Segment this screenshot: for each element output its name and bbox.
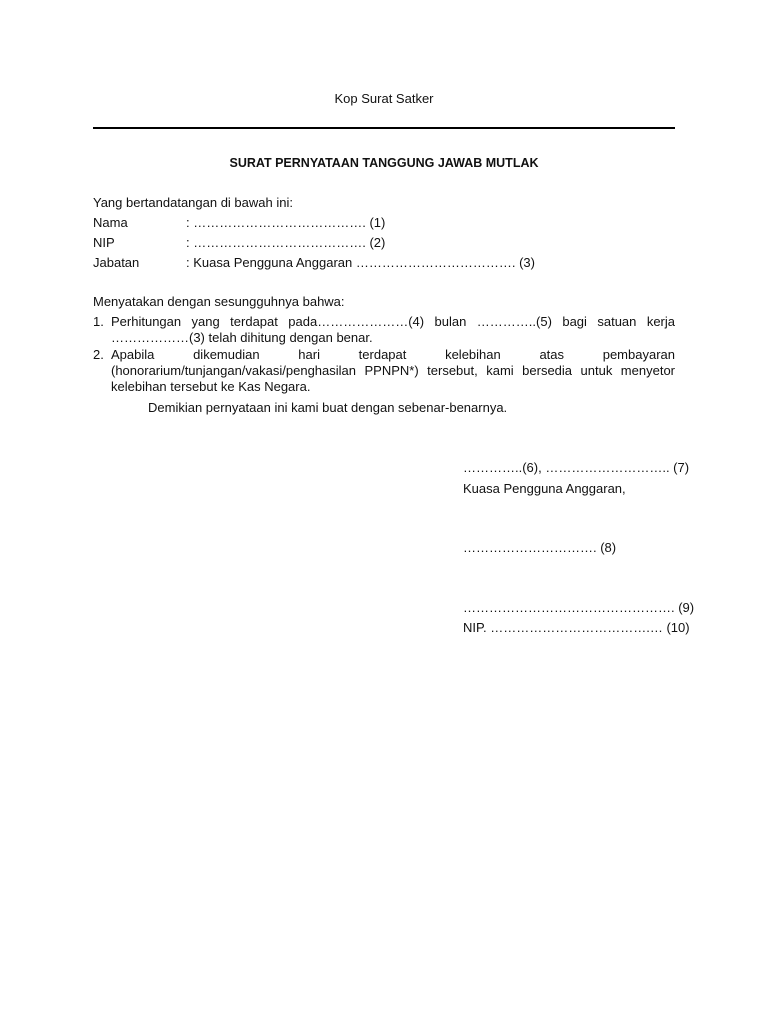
list-item — [93, 347, 675, 395]
field-label-jabatan: Jabatan — [93, 255, 140, 270]
list-item-number: 2. — [93, 347, 104, 362]
field-value-nip: : …………………………………. (2) — [186, 235, 386, 250]
statement-list — [93, 314, 675, 396]
field-label-nip: NIP — [93, 235, 115, 250]
intro-text: Yang bertandatangan di bawah ini: — [93, 195, 293, 210]
field-label-nama: Nama — [93, 215, 128, 230]
signature-place-date: …………..(6), ……………………….. (7) — [463, 460, 690, 475]
statement-intro: Menyatakan dengan sesungguhnya bahwa: — [93, 294, 345, 309]
field-value-jabatan: : Kuasa Pengguna Anggaran ………………………………. (3) — [186, 255, 535, 270]
header-rule — [93, 127, 675, 129]
letterhead: Kop Surat Satker — [334, 91, 434, 106]
signature-nip-line: NIP. ……………………………….… (10) — [463, 620, 690, 635]
document-title: SURAT PERNYATAAN TANGGUNG JAWAB MUTLAK — [229, 156, 539, 170]
list-item — [93, 314, 675, 346]
field-value-nama: : …………………………………. (1) — [186, 215, 386, 230]
signature-position: Kuasa Pengguna Anggaran, — [463, 481, 626, 496]
signature-stamp-line: …………………………. (8) — [463, 540, 617, 555]
list-item-number: 1. — [93, 314, 104, 329]
list-item-text: Perhitungan yang terdapat pada…………………(4) bulan …………..(5) bagi satuan kerja ………………(3) telah dihitung dengan benar. — [111, 314, 675, 345]
list-item-text: Apabila dikemudian hari terdapat kelebihan atas pembayaran (honorarium/tunjangan/vakasi/penghasilan PPNPN*) tersebut, kami bersedia untuk menyetor kelebihan tersebut ke Kas Negara. — [111, 347, 675, 394]
signature-name-line: …………………………………………. (9) — [463, 600, 695, 615]
closing-statement: Demikian pernyataan ini kami buat dengan sebenar-benarnya. — [148, 400, 508, 415]
